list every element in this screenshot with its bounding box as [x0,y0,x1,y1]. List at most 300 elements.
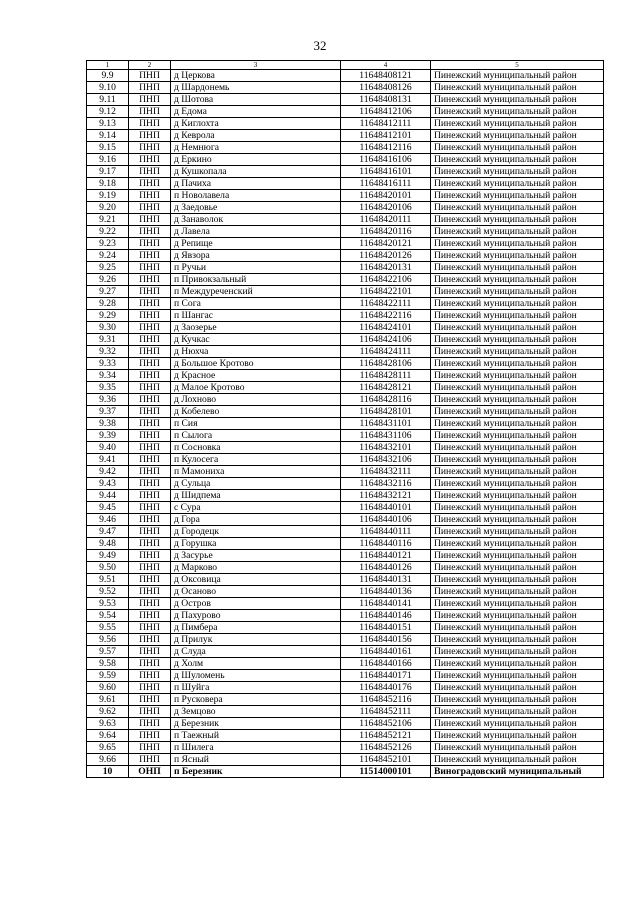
oktmo-code: 11648452106 [341,718,431,730]
table-row [87,634,604,646]
table-row [87,418,604,430]
row-number: 9.58 [87,658,129,670]
row-number: 9.50 [87,562,129,574]
oktmo-code: 11648452116 [341,694,431,706]
row-number: 9.55 [87,622,129,634]
settlement-type: ПНП [129,274,171,286]
settlement-name: д Занаволок [171,214,341,226]
district-name: Пинежский муниципальный район [431,394,604,406]
table-row [87,166,604,178]
settlement-name: д Прилук [171,634,341,646]
column-header-2: 2 [129,61,171,70]
district-name: Пинежский муниципальный район [431,142,604,154]
table-row [87,538,604,550]
row-number: 9.13 [87,118,129,130]
settlement-name: д Кобелево [171,406,341,418]
settlement-type: ПНП [129,658,171,670]
settlement-name: д Заозерье [171,322,341,334]
settlement-name: с Сура [171,502,341,514]
row-number: 9.43 [87,478,129,490]
settlement-name: д Шотова [171,94,341,106]
settlement-name: п Сога [171,298,341,310]
settlement-name: п Таежный [171,730,341,742]
settlement-name: д Остров [171,598,341,610]
oktmo-code: 11648412106 [341,106,431,118]
oktmo-code: 11648440166 [341,658,431,670]
district-name: Пинежский муниципальный район [431,226,604,238]
settlement-type: ПНП [129,694,171,706]
table-row [87,142,604,154]
table-row [87,382,604,394]
settlement-type: ПНП [129,454,171,466]
settlement-type: ПНП [129,598,171,610]
oktmo-code: 11648440126 [341,562,431,574]
row-number: 9.62 [87,706,129,718]
table-row [87,706,604,718]
oktmo-code: 11648420111 [341,214,431,226]
settlement-name: д Немнюга [171,142,341,154]
row-number: 9.14 [87,130,129,142]
row-number: 9.9 [87,70,129,82]
settlement-type: ПНП [129,346,171,358]
settlement-type: ПНП [129,202,171,214]
oktmo-code: 11648432111 [341,466,431,478]
district-name: Пинежский муниципальный район [431,562,604,574]
settlement-type: ПНП [129,190,171,202]
district-name: Пинежский муниципальный район [431,190,604,202]
row-number: 9.22 [87,226,129,238]
district-name: Пинежский муниципальный район [431,442,604,454]
oktmo-code: 11648408131 [341,94,431,106]
settlement-type: ПНП [129,706,171,718]
district-name: Пинежский муниципальный район [431,214,604,226]
row-number: 9.28 [87,298,129,310]
settlement-name: д Шуломень [171,670,341,682]
row-number: 9.11 [87,94,129,106]
table-row [87,742,604,754]
district-name: Пинежский муниципальный район [431,178,604,190]
table-row [87,550,604,562]
oktmo-code: 11648422111 [341,298,431,310]
district-name: Пинежский муниципальный район [431,262,604,274]
settlement-name: п Мамониха [171,466,341,478]
settlement-name: д Киглохта [171,118,341,130]
table-row [87,766,604,778]
oktmo-code: 11648440141 [341,598,431,610]
settlement-type: ПНП [129,502,171,514]
district-name: Пинежский муниципальный район [431,514,604,526]
oktmo-code: 11648432116 [341,478,431,490]
oktmo-code: 11648440131 [341,574,431,586]
district-name: Пинежский муниципальный район [431,202,604,214]
table-row [87,82,604,94]
settlement-name: д Большое Кротово [171,358,341,370]
oktmo-code: 11648408126 [341,82,431,94]
oktmo-code: 11648452126 [341,742,431,754]
table-row [87,646,604,658]
column-header-4: 4 [341,61,431,70]
table-row [87,478,604,490]
row-number: 9.30 [87,322,129,334]
table-row [87,370,604,382]
settlement-type: ПНП [129,106,171,118]
district-name: Пинежский муниципальный район [431,106,604,118]
row-number: 9.51 [87,574,129,586]
settlement-type: ПНП [129,94,171,106]
table-row [87,574,604,586]
settlement-type: ПНП [129,286,171,298]
district-name: Пинежский муниципальный район [431,670,604,682]
settlement-name: п Сосновка [171,442,341,454]
settlement-type: ПНП [129,634,171,646]
settlement-name: п Ясный [171,754,341,766]
settlement-name: д Городецк [171,526,341,538]
row-number: 9.41 [87,454,129,466]
oktmo-code: 11648412116 [341,142,431,154]
row-number: 9.66 [87,754,129,766]
district-name: Пинежский муниципальный район [431,70,604,82]
settlement-name: п Сылога [171,430,341,442]
table-row [87,70,604,82]
settlement-name: п Междуреченский [171,286,341,298]
row-number: 9.20 [87,202,129,214]
settlement-type: ПНП [129,586,171,598]
settlement-type: ПНП [129,730,171,742]
settlement-type: ПНП [129,382,171,394]
district-name: Пинежский муниципальный район [431,610,604,622]
row-number: 9.18 [87,178,129,190]
oktmo-code: 11648440156 [341,634,431,646]
settlement-type: ПНП [129,610,171,622]
row-number: 9.26 [87,274,129,286]
table-row [87,430,604,442]
settlement-name: д Лавела [171,226,341,238]
oktmo-code: 11648440111 [341,526,431,538]
district-name: Пинежский муниципальный район [431,370,604,382]
settlement-type: ПНП [129,226,171,238]
row-number: 9.12 [87,106,129,118]
table-row [87,502,604,514]
settlement-type: ПНП [129,394,171,406]
settlement-name: д Репище [171,238,341,250]
district-name: Пинежский муниципальный район [431,118,604,130]
settlement-name: д Пимбера [171,622,341,634]
district-name: Пинежский муниципальный район [431,538,604,550]
table-row [87,562,604,574]
settlement-name: п Шангас [171,310,341,322]
oktmo-code: 11648408121 [341,70,431,82]
row-number: 9.61 [87,694,129,706]
district-name: Пинежский муниципальный район [431,502,604,514]
settlement-type: ПНП [129,418,171,430]
table-row [87,190,604,202]
settlement-name: п Кулосега [171,454,341,466]
table-row [87,238,604,250]
oktmo-code: 11648428116 [341,394,431,406]
table-row [87,694,604,706]
district-name: Пинежский муниципальный район [431,526,604,538]
district-name: Пинежский муниципальный район [431,622,604,634]
row-number: 9.39 [87,430,129,442]
table-row [87,442,604,454]
settlement-type: ПНП [129,490,171,502]
settlement-name: д Едома [171,106,341,118]
table-row [87,754,604,766]
row-number: 9.53 [87,598,129,610]
district-name: Пинежский муниципальный район [431,154,604,166]
settlement-name: д Осаново [171,586,341,598]
district-name: Пинежский муниципальный район [431,418,604,430]
district-name: Пинежский муниципальный район [431,406,604,418]
row-number: 9.60 [87,682,129,694]
row-number: 9.57 [87,646,129,658]
district-name: Пинежский муниципальный район [431,274,604,286]
table-row [87,394,604,406]
row-number: 9.34 [87,370,129,382]
row-number: 9.40 [87,442,129,454]
table-row [87,682,604,694]
settlement-type: ПНП [129,166,171,178]
oktmo-code: 11648440136 [341,586,431,598]
district-name: Пинежский муниципальный район [431,694,604,706]
settlement-type: ПНП [129,430,171,442]
table-row [87,454,604,466]
oktmo-code: 11648432101 [341,442,431,454]
district-name: Пинежский муниципальный район [431,94,604,106]
district-name: Пинежский муниципальный район [431,598,604,610]
table-row [87,106,604,118]
district-name: Пинежский муниципальный район [431,730,604,742]
row-number: 9.52 [87,586,129,598]
district-name: Пинежский муниципальный район [431,478,604,490]
table-row [87,286,604,298]
settlement-name: д Засурье [171,550,341,562]
row-number: 9.21 [87,214,129,226]
row-number: 10 [87,766,129,778]
settlement-type: ПНП [129,538,171,550]
oktmo-code: 11648420126 [341,250,431,262]
settlement-type: ПНП [129,478,171,490]
oktmo-code: 11648416106 [341,154,431,166]
row-number: 9.59 [87,670,129,682]
settlement-type: ПНП [129,358,171,370]
settlement-type: ПНП [129,82,171,94]
row-number: 9.48 [87,538,129,550]
district-name: Пинежский муниципальный район [431,466,604,478]
row-number: 9.44 [87,490,129,502]
table-body [87,70,604,778]
table-row [87,610,604,622]
oktmo-code: 11648452111 [341,706,431,718]
table-row [87,202,604,214]
oktmo-code: 11648422106 [341,274,431,286]
table-row [87,214,604,226]
table-row [87,730,604,742]
district-name: Пинежский муниципальный район [431,298,604,310]
settlement-type: ПНП [129,238,171,250]
row-number: 9.19 [87,190,129,202]
settlement-name: д Красное [171,370,341,382]
settlement-type: ПНП [129,298,171,310]
oktmo-code: 11648428101 [341,406,431,418]
oktmo-code: 11648420106 [341,202,431,214]
table-row [87,310,604,322]
row-number: 9.10 [87,82,129,94]
row-number: 9.37 [87,406,129,418]
oktmo-code: 11648428111 [341,370,431,382]
row-number: 9.36 [87,394,129,406]
oktmo-code: 11648416111 [341,178,431,190]
district-name: Пинежский муниципальный район [431,742,604,754]
table-row [87,346,604,358]
district-name: Пинежский муниципальный район [431,130,604,142]
oktmo-code: 11648431101 [341,418,431,430]
settlement-type: ПНП [129,322,171,334]
district-name: Пинежский муниципальный район [431,718,604,730]
page-number: 32 [313,38,327,53]
settlement-name: п Сия [171,418,341,430]
row-number: 9.38 [87,418,129,430]
table-row [87,250,604,262]
settlement-name: д Гора [171,514,341,526]
settlement-name: п Шуйга [171,682,341,694]
row-number: 9.54 [87,610,129,622]
settlement-name: п Новолавела [171,190,341,202]
settlement-type: ПНП [129,178,171,190]
table-row [87,586,604,598]
district-name: Пинежский муниципальный район [431,322,604,334]
table-row [87,118,604,130]
oktmo-code: 11648440116 [341,538,431,550]
settlement-type: ПНП [129,142,171,154]
row-number: 9.46 [87,514,129,526]
settlement-type: ПНП [129,118,171,130]
settlement-type: ПНП [129,622,171,634]
oktmo-code: 11648422116 [341,310,431,322]
oktmo-code: 11648452121 [341,730,431,742]
settlement-type: ПНП [129,526,171,538]
table-row [87,262,604,274]
district-name: Пинежский муниципальный район [431,454,604,466]
table-row [87,658,604,670]
oktmo-code: 11648440176 [341,682,431,694]
table-row [87,298,604,310]
oktmo-code: 11648432121 [341,490,431,502]
settlement-name: п Русковера [171,694,341,706]
settlement-name: д Нюхча [171,346,341,358]
table-row [87,514,604,526]
oktmo-code: 11648424111 [341,346,431,358]
district-name: Пинежский муниципальный район [431,346,604,358]
settlement-name: д Пачиха [171,178,341,190]
district-name: Пинежский муниципальный район [431,334,604,346]
column-header-3: 3 [171,61,341,70]
oktmo-code: 11648420131 [341,262,431,274]
settlement-name: д Кушкопала [171,166,341,178]
table-row [87,322,604,334]
oktmo-code: 11648440151 [341,622,431,634]
oktmo-code: 11648412111 [341,118,431,130]
table-row [87,622,604,634]
oktmo-code: 11648440161 [341,646,431,658]
district-name: Пинежский муниципальный район [431,490,604,502]
settlement-name: д Земцово [171,706,341,718]
settlement-name: д Еркино [171,154,341,166]
district-name: Пинежский муниципальный район [431,634,604,646]
settlement-name: д Марково [171,562,341,574]
row-number: 9.49 [87,550,129,562]
table-row [87,130,604,142]
settlement-name: д Шидпема [171,490,341,502]
district-name: Пинежский муниципальный район [431,586,604,598]
oktmo-code: 11648440121 [341,550,431,562]
settlement-type: ПНП [129,250,171,262]
settlement-name: д Пахурово [171,610,341,622]
oktmo-code: 11648428121 [341,382,431,394]
district-name: Пинежский муниципальный район [431,706,604,718]
table-row [87,334,604,346]
district-name: Пинежский муниципальный район [431,574,604,586]
oktmo-code: 11648420121 [341,238,431,250]
settlement-name: д Слуда [171,646,341,658]
settlement-type: ПНП [129,466,171,478]
row-number: 9.65 [87,742,129,754]
settlement-name: д Кучкас [171,334,341,346]
settlement-name: п Березник [171,766,341,778]
settlement-type: ПНП [129,754,171,766]
settlement-name: д Оксовица [171,574,341,586]
oktmo-code: 11648416101 [341,166,431,178]
row-number: 9.56 [87,634,129,646]
row-number: 9.35 [87,382,129,394]
settlement-type: ПНП [129,406,171,418]
district-name: Пинежский муниципальный район [431,754,604,766]
oktmo-code: 11648424106 [341,334,431,346]
settlement-type: ПНП [129,646,171,658]
settlement-type: ПНП [129,442,171,454]
row-number: 9.15 [87,142,129,154]
row-number: 9.33 [87,358,129,370]
district-name: Пинежский муниципальный район [431,658,604,670]
settlement-name: д Малое Кротово [171,382,341,394]
row-number: 9.25 [87,262,129,274]
district-name: Пинежский муниципальный район [431,238,604,250]
row-number: 9.23 [87,238,129,250]
oktmo-code: 11648432106 [341,454,431,466]
settlement-type: ПНП [129,130,171,142]
settlement-type: ПНП [129,214,171,226]
oktmo-code: 11648422101 [341,286,431,298]
settlement-name: д Явзора [171,250,341,262]
district-name: Пинежский муниципальный район [431,430,604,442]
table-row [87,274,604,286]
table-row [87,466,604,478]
settlement-type: ПНП [129,70,171,82]
row-number: 9.29 [87,310,129,322]
settlement-type: ПНП [129,574,171,586]
table-row [87,154,604,166]
table-row [87,598,604,610]
table-row [87,670,604,682]
oktmo-code: 11648420116 [341,226,431,238]
settlement-name: п Шилега [171,742,341,754]
settlement-type: ПНП [129,334,171,346]
row-number: 9.16 [87,154,129,166]
oktmo-code: 11648440106 [341,514,431,526]
settlement-name: д Заедовье [171,202,341,214]
row-number: 9.27 [87,286,129,298]
column-header-1: 1 [87,61,129,70]
